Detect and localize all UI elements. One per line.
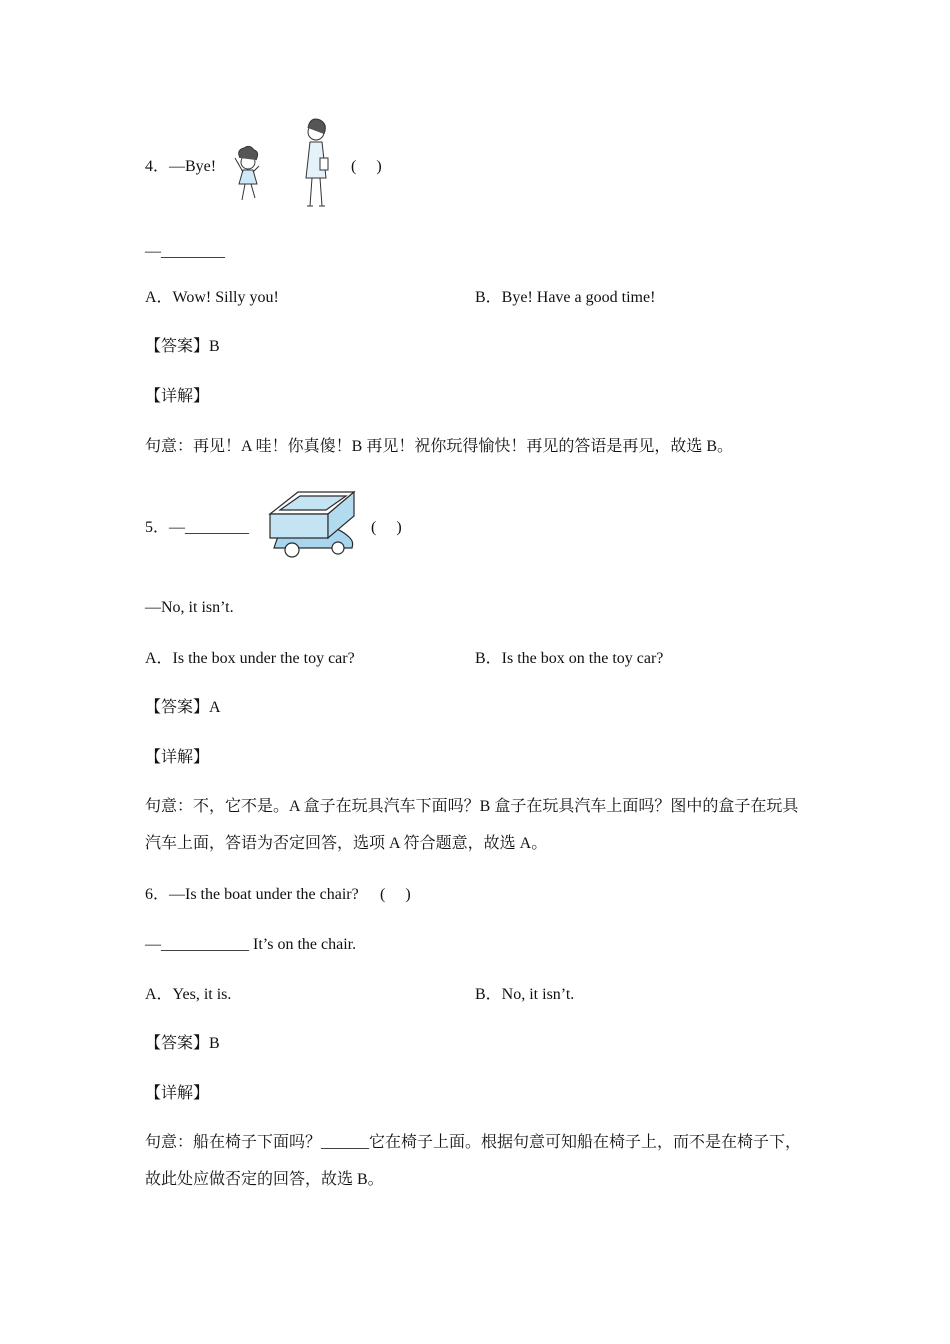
q4-option-a: A．Wow! Silly you! [145,289,279,306]
q6-option-a: A．Yes, it is. [145,986,232,1003]
q5-option-a: A．Is the box under the toy car? [145,650,355,667]
q6-answer-blank: ( ) [380,886,411,903]
box-on-toy-car-illustration [266,490,358,566]
q5-option-b: B．Is the box on the toy car? [475,650,664,667]
q5-stem: 5．—________ [145,519,250,536]
q6-stem: 6．—Is the boat under the chair? [145,886,359,903]
q4-detail-label: 【详解】 [145,388,210,405]
q4-answer-blank: ( ) [351,158,382,175]
q4-answer: 【答案】B [145,338,220,355]
girl-and-woman-illustration [228,118,338,214]
q6-option-b: B．No, it isn’t. [475,986,575,1003]
q5-answer-blank: ( ) [371,519,402,536]
q5-detail: 句意：不，它不是。A 盒子在玩具汽车下面吗？B 盒子在玩具汽车上面吗？图中的盒子在玩具汽车上面，答语为否定回答，选项 A 符合题意，故选 A。 [145,798,799,852]
q4-detail: 句意：再见！A 哇！你真傻！B 再见！祝你玩得愉快！再见的答语是再见，故选 B。 [145,438,734,455]
q5-detail-label: 【详解】 [145,749,210,766]
q6-reply: —___________ It’s on the chair. [145,936,357,953]
q6-detail-label: 【详解】 [145,1085,210,1102]
q6-detail: 句意：船在椅子下面吗？______它在椅子上面。根据句意可知船在椅子上，而不是在椅子下，故此处应做否定的回答，故选 B。 [145,1134,802,1188]
q6-answer: 【答案】B [145,1035,220,1052]
q4-option-b: B．Bye! Have a good time! [475,289,656,306]
q5-reply: —No, it isn’t. [145,599,234,616]
q4-reply: —________ [145,243,225,260]
q5-answer: 【答案】A [145,699,221,716]
q4-stem: 4．—Bye! [145,158,217,175]
